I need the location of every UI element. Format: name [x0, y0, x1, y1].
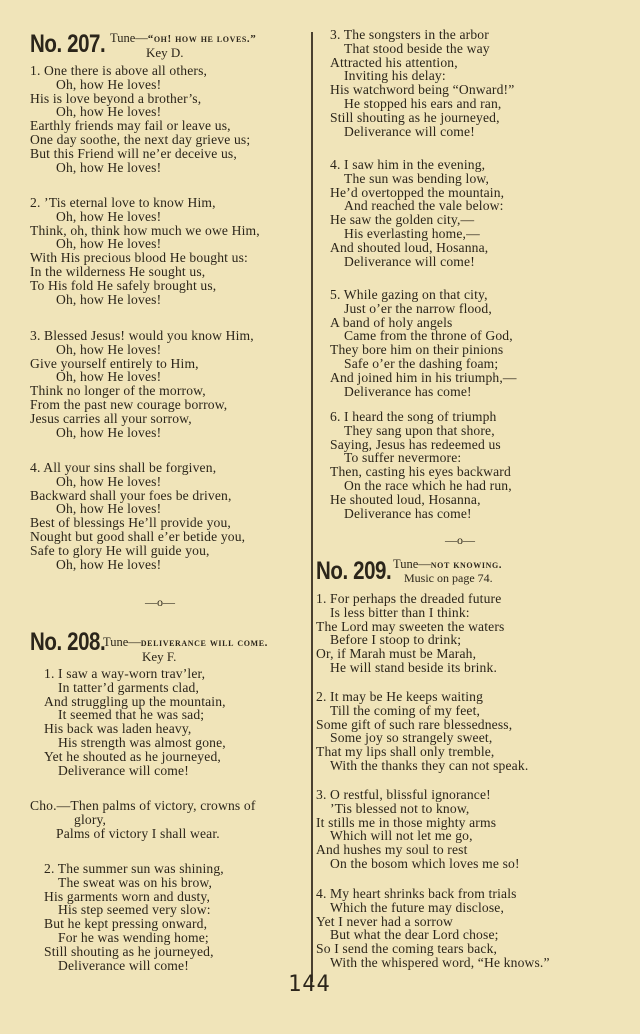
verse-line: So I send the coming tears back,	[316, 941, 498, 957]
verse-line: Yet he shouted as he journeyed,	[44, 748, 221, 764]
separator: —o—	[145, 595, 175, 609]
verse-line: Oh, how He loves!	[56, 424, 162, 440]
stanza	[316, 592, 504, 675]
verse-line: He stopped his ears and ran,	[344, 95, 502, 111]
verse-line: And reached the vale below:	[344, 198, 504, 214]
verse-line: His everlasting home,—	[344, 225, 480, 241]
verse-line: His strength was almost gone,	[58, 734, 226, 750]
verse-line: Best of blessings He’ll provide you,	[30, 515, 231, 531]
verse-line: They bore him on their pinions	[330, 342, 504, 358]
verse-line: Oh, how He loves!	[56, 104, 162, 120]
verse-line: Oh, how He loves!	[56, 501, 162, 517]
verse-line: Give yourself entirely to Him,	[30, 355, 199, 371]
verse-line: Oh, how He loves!	[56, 291, 162, 307]
verse-line: Palms of victory I shall wear.	[56, 825, 220, 841]
verse-line: Is less bitter than I think:	[330, 604, 470, 620]
verse-line: Which will not let me go,	[330, 828, 473, 844]
stanza	[30, 196, 260, 306]
verse-line: 5. While gazing on that city,	[330, 287, 488, 302]
verse-line: 3. O restful, blissful ignorance!	[316, 787, 491, 802]
verse-line: Yet I never had a sorrow	[316, 913, 453, 929]
stanza	[330, 28, 514, 138]
verse-line: Oh, how He loves!	[56, 208, 162, 224]
verse-line: Some joy so strangely sweet,	[330, 730, 493, 746]
verse-line: Deliverance will come!	[344, 253, 475, 269]
verse-line: Attracted his attention,	[330, 54, 458, 70]
verse-line: The sun was bending low,	[344, 170, 490, 186]
verse-line: And hushes my soul to rest	[316, 842, 468, 858]
verse-line: 3. Blessed Jesus! would you know Him,	[30, 328, 254, 343]
verse-line: That my lips shall only tremble,	[316, 744, 495, 760]
verse-line: Cho.—Then palms of victory, crowns of	[30, 798, 256, 813]
verse-line: His is love beyond a brother’s,	[30, 90, 202, 106]
verse-line: 1. I saw a way-worn trav’ler,	[44, 666, 206, 681]
verse-line: Jesus carries all your sorrow,	[30, 410, 192, 426]
verse-line: 1. One there is above all others,	[30, 63, 208, 78]
verse-line: The Lord may sweeten the waters	[316, 618, 505, 634]
verse-line: And shouted loud, Hosanna,	[330, 239, 489, 255]
verse-line: They sang upon that shore,	[344, 422, 495, 438]
verse-line: But what the dear Lord chose;	[330, 927, 499, 943]
separator: —o—	[445, 533, 475, 547]
hymn-207-tune	[110, 32, 256, 46]
verse-line: Deliverance will come!	[58, 957, 189, 973]
verse-line: Deliverance has come!	[344, 505, 472, 521]
verse-line: A band of holy angels	[330, 314, 453, 330]
verse-line: Nought but good shall e’er betide you,	[30, 528, 246, 544]
verse-line: His garments worn and dusty,	[44, 888, 211, 904]
verse-line: Oh, how He loves!	[56, 473, 162, 489]
verse-line: It stills me in those mighty arms	[316, 814, 497, 830]
stanza	[30, 329, 254, 439]
verse-line: He saw the golden city,—	[330, 212, 475, 228]
stanza	[30, 461, 245, 571]
stanza	[316, 690, 528, 773]
verse-line: Just o’er the narrow flood,	[344, 300, 492, 316]
verse-line: Oh, how He loves!	[56, 341, 162, 357]
verse-line: He will stand beside its brink.	[330, 659, 497, 675]
verse-line: Before I stoop to drink;	[330, 632, 462, 648]
verse-line: His watchword being “Onward!”	[330, 82, 515, 98]
verse-line: 4. I saw him in the evening,	[330, 157, 486, 172]
verse-line: 4. All your sins shall be forgiven,	[30, 460, 217, 475]
verse-line: To suffer nevermore:	[344, 450, 462, 466]
verse-line: In tatter’d garments clad,	[58, 679, 200, 695]
verse-line: 1. For perhaps the dreaded future	[316, 591, 502, 606]
stanza	[44, 862, 224, 972]
verse-line: With the thanks they can not speak.	[330, 757, 529, 773]
hymn-208-tune	[103, 636, 268, 650]
verse-line: And struggling up the mountain,	[44, 693, 226, 709]
verse-line: He shouted loud, Hosanna,	[330, 491, 481, 507]
verse-line: 2. It may be He keeps waiting	[316, 689, 484, 704]
verse-line: Deliverance will come!	[58, 762, 189, 778]
verse-line: Deliverance has come!	[344, 383, 472, 399]
stanza	[44, 667, 226, 777]
verse-line: ’Tis blessed not to know,	[330, 800, 470, 816]
verse-line: Oh, how He loves!	[56, 556, 162, 572]
verse-line: Oh, how He loves!	[56, 369, 162, 385]
hymn-number: No. 208.	[30, 628, 106, 656]
verse-line: On the bosom which loves me so!	[330, 855, 520, 871]
verse-line: Which the future may disclose,	[330, 899, 504, 915]
tune-prefix: Tune—	[110, 31, 148, 45]
chorus	[30, 799, 256, 840]
verse-line: 4. My heart shrinks back from trials	[316, 886, 517, 901]
verse-line: The sweat was on his brow,	[58, 874, 213, 890]
verse-line: Earthly friends may fail or leave us,	[30, 118, 231, 134]
verse-line: Safe to glory He will guide you,	[30, 542, 210, 558]
verse-line: Still shouting as he journeyed,	[330, 109, 500, 125]
verse-line: Some gift of such rare blessedness,	[316, 716, 513, 732]
hymn-207-key: Key D.	[146, 45, 184, 60]
verse-line: But he kept pressing onward,	[44, 916, 208, 932]
verse-line: It seemed that he was sad;	[58, 707, 205, 723]
hymn-207-header	[30, 30, 122, 59]
verse-line: Till the coming of my feet,	[330, 702, 481, 718]
stanza	[316, 887, 550, 970]
verse-line: And joined him in his triumph,—	[330, 369, 517, 385]
verse-line: Or, if Marah must be Marah,	[316, 646, 477, 662]
verse-line: His back was laden heavy,	[44, 721, 192, 737]
verse-line: With the whispered word, “He knows.”	[330, 954, 550, 970]
verse-line: Backward shall your foes be driven,	[30, 487, 232, 503]
verse-line: Think no longer of the morrow,	[30, 383, 206, 399]
verse-line: On the race which he had run,	[344, 477, 512, 493]
verse-line: Deliverance will come!	[344, 123, 475, 139]
tune-name: not knowing.	[430, 559, 503, 571]
verse-line: 2. The summer sun was shining,	[44, 861, 224, 876]
verse-line: Oh, how He loves!	[56, 76, 162, 92]
verse-line: He’d overtopped the mountain,	[330, 184, 505, 200]
verse-line: Still shouting as he journeyed,	[44, 943, 214, 959]
stanza	[330, 410, 512, 520]
stanza	[316, 788, 520, 871]
verse-line: Inviting his delay:	[344, 68, 446, 84]
column-divider	[311, 32, 313, 982]
verse-line: Oh, how He loves!	[56, 236, 162, 252]
stanza	[330, 288, 517, 398]
verse-line: Safe o’er the dashing foam;	[344, 355, 499, 371]
verse-line: Oh, how He loves!	[56, 159, 162, 175]
verse-line: Then, casting his eyes backward	[330, 464, 511, 480]
verse-line: For he was wending home;	[58, 929, 209, 945]
stanza	[30, 64, 250, 174]
verse-line: From the past new courage borrow,	[30, 396, 228, 412]
verse-line: 2. ’Tis eternal love to know Him,	[30, 195, 216, 210]
tune-name: deliverance will come.	[140, 637, 268, 649]
hymn-208-key: Key F.	[142, 649, 177, 664]
verse-line: 3. The songsters in the arbor	[330, 27, 489, 42]
page-number: 144	[288, 972, 331, 997]
hymn-number: No. 207.	[30, 30, 106, 58]
verse-line: But this Friend will ne’er deceive us,	[30, 145, 237, 161]
hymn-number: No. 209.	[316, 557, 392, 585]
hymn-209-key: Music on page 74.	[404, 571, 493, 585]
verse-line: In the wilderness He sought us,	[30, 263, 206, 279]
verse-line: To His fold He safely brought us,	[30, 277, 217, 293]
verse-line: Saying, Jesus has redeemed us	[330, 436, 501, 452]
verse-line: Came from the throne of God,	[344, 328, 513, 344]
verse-line: His step seemed very slow:	[58, 902, 211, 918]
tune-prefix: Tune—	[393, 557, 431, 571]
verse-line: 6. I heard the song of triumph	[330, 409, 497, 424]
tune-name: “oh! how he loves.”	[147, 33, 257, 45]
tune-prefix: Tune—	[103, 635, 141, 649]
verse-line: That stood beside the way	[344, 40, 490, 56]
verse-line: One day soothe, the next day grieve us;	[30, 131, 251, 147]
verse-line: Think, oh, think how much we owe Him,	[30, 222, 260, 238]
hymn-209-tune	[393, 558, 502, 572]
verse-line: glory,	[74, 811, 107, 827]
verse-line: With His precious blood He bought us:	[30, 250, 248, 266]
stanza	[330, 158, 504, 268]
